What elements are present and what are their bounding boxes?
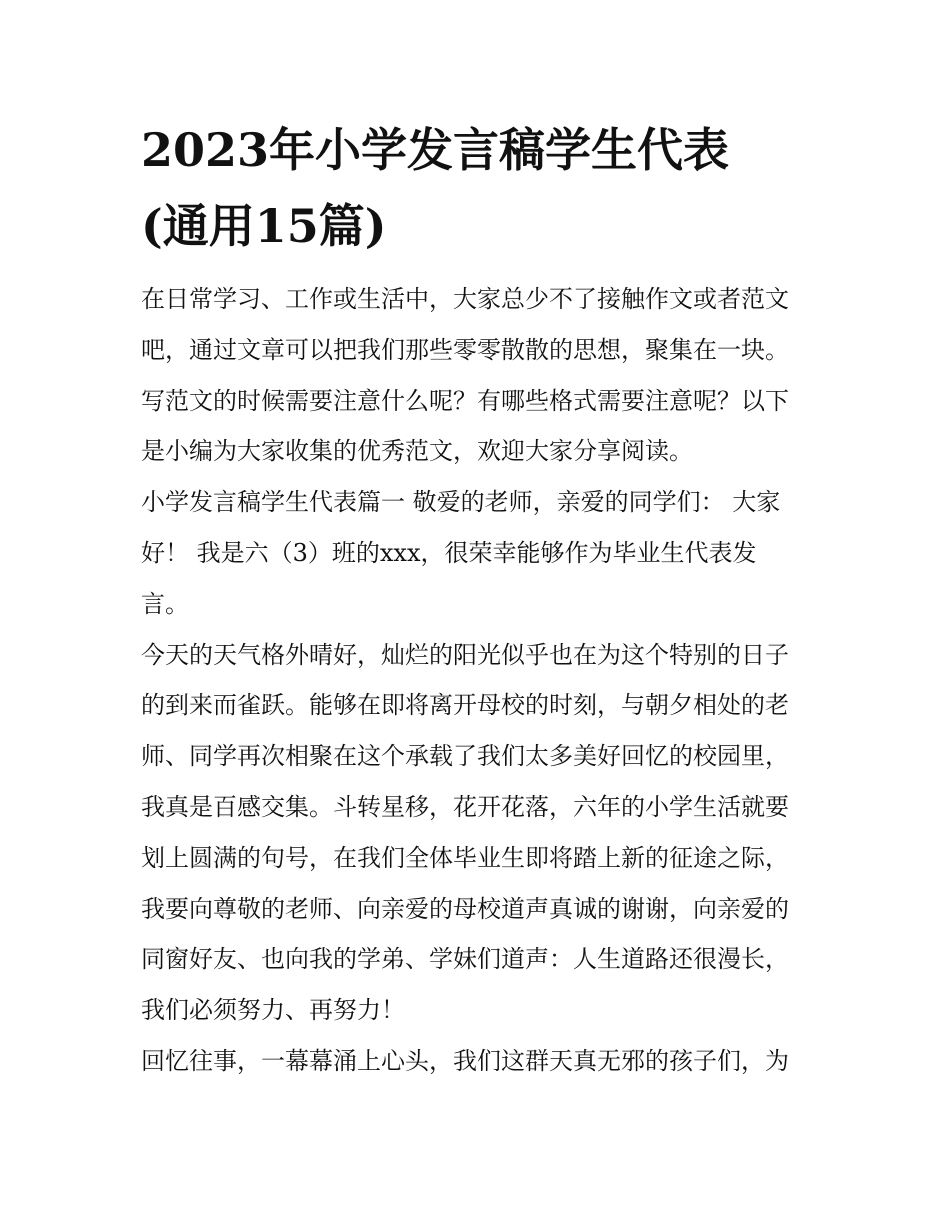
body-line: 吧，通过文章可以把我们那些零零散散的思想，聚集在一块。 [141,335,789,364]
document-title [141,112,821,264]
body-line: 小学发言稿学生代表篇一 敬爱的老师，亲爱的同学们： 大家 [141,488,781,517]
body-line: 我要向尊敬的老师、向亲爱的母校道声真诚的谢谢，向亲爱的 [141,894,789,923]
document-body [141,274,821,1087]
title-line-1: 2023年小学发言稿学生代表 [141,123,730,177]
body-line: 是小编为大家收集的优秀范文，欢迎大家分享阅读。 [141,437,693,466]
title-line-2: (通用15篇) [141,199,387,253]
body-line: 的到来而雀跃。能够在即将离开母校的时刻，与朝夕相处的老 [141,691,789,720]
body-line: 划上圆满的句号，在我们全体毕业生即将踏上新的征途之际， [141,843,789,872]
body-line: 言。 [141,589,189,618]
body-line: 好！ 我是六（3）班的xxx，很荣幸能够作为毕业生代表发 [141,538,757,567]
body-line: 在日常学习、工作或生活中，大家总少不了接触作文或者范文 [141,285,789,313]
body-line: 今天的天气格外晴好，灿烂的阳光似乎也在为这个特别的日子 [141,640,789,669]
body-line: 写范文的时候需要注意什么呢？有哪些格式需要注意呢？以下 [141,386,789,415]
body-line: 我们必须努力、再努力！ [141,996,405,1025]
body-line: 回忆往事，一幕幕涌上心头，我们这群天真无邪的孩子们，为 [141,1046,789,1075]
body-line: 师、同学再次相聚在这个承载了我们太多美好回忆的校园里， [141,742,789,771]
body-line: 我真是百感交集。斗转星移，花开花落，六年的小学生活就要 [141,792,789,821]
body-line: 同窗好友、也向我的学弟、学妹们道声：人生道路还很漫长， [141,945,789,974]
